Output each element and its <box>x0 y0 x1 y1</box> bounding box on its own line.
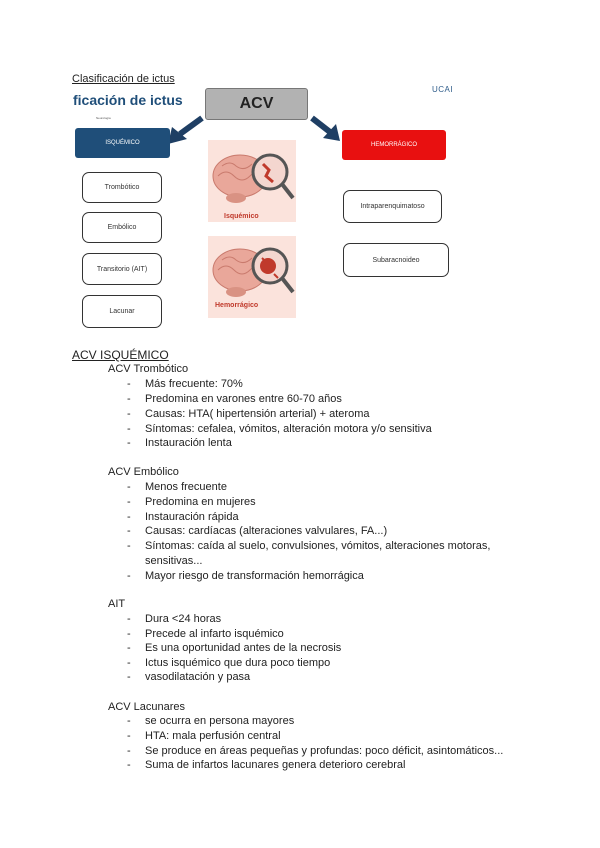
list-item: Instauración rápida <box>145 511 239 523</box>
list-item: Dura <24 horas <box>145 613 222 625</box>
list-item: Causas: cardíacas (alteraciones valvulares, FA...) <box>145 525 388 537</box>
list-item: Suma de infartos lacunares genera deterioro cerebral <box>145 759 406 771</box>
arrow-left-icon <box>168 118 202 144</box>
isq-sub-box: Transitorio (AIT) <box>82 253 162 285</box>
isq-sub-box: Embólico <box>82 212 162 243</box>
brain-isquemico-label: Isquémico <box>224 213 259 220</box>
list-item: Predomina en mujeres <box>145 496 256 508</box>
figure-tiny-caption: Neurología <box>96 116 111 120</box>
group-title: AIT <box>108 598 126 610</box>
list-item: Causas: HTA( hipertensión arterial) + ateroma <box>145 408 370 420</box>
isq-sub-box: Lacunar <box>82 295 162 328</box>
list-item: Instauración lenta <box>145 437 232 449</box>
group-title: ACV Trombótico <box>108 363 189 375</box>
doc-title: Clasificación de ictus <box>72 73 175 85</box>
brain-isquemico-card <box>208 140 296 222</box>
brain-hemorragico-label: Hemorrágico <box>215 302 259 309</box>
figure-logo: UCAI <box>432 85 454 94</box>
figure-heading: ficación de ictus <box>73 92 183 108</box>
brain-icon <box>208 140 296 222</box>
list-item: Síntomas: cefalea, vómitos, alteración motora y/o sensitiva <box>145 423 432 435</box>
arrow-right-icon <box>312 118 340 141</box>
list-item: Se produce en áreas pequeñas y profundas: poco déficit, asintomáticos... <box>145 745 504 757</box>
list-item: vasodilatación y pasa <box>145 671 251 683</box>
hemorragico-box: HEMORRÁGICO <box>342 130 446 160</box>
list-item: Síntomas: caída al suelo, convulsiones, vómitos, alteraciones motoras, <box>145 540 491 552</box>
list-item: HTA: mala perfusión central <box>145 730 281 742</box>
list-item: Ictus isquémico que dura poco tiempo <box>145 657 331 669</box>
group-title: ACV Lacunares <box>108 701 186 713</box>
list-item-continuation: sensitivas... <box>145 555 203 567</box>
hem-sub-box: Subaracnoideo <box>343 243 449 277</box>
isquemico-box: ISQUÉMICO <box>75 128 170 158</box>
acv-box: ACV <box>205 88 308 120</box>
list-item: Menos frecuente <box>145 481 227 493</box>
list-item: Es una oportunidad antes de la necrosis <box>145 642 342 654</box>
list-item: Predomina en varones entre 60-70 años <box>145 393 342 405</box>
list-item: Precede al infarto isquémico <box>145 628 284 640</box>
list-item: Más frecuente: 70% <box>145 378 243 390</box>
hem-sub-box: Intraparenquimatoso <box>343 190 442 223</box>
list-item: se ocurra en persona mayores <box>145 715 295 727</box>
group-title: ACV Embólico <box>108 466 179 478</box>
section-title: ACV ISQUÉMICO <box>72 348 169 362</box>
list-item: Mayor riesgo de transformación hemorrágica <box>145 570 364 582</box>
isq-sub-box: Trombótico <box>82 172 162 203</box>
